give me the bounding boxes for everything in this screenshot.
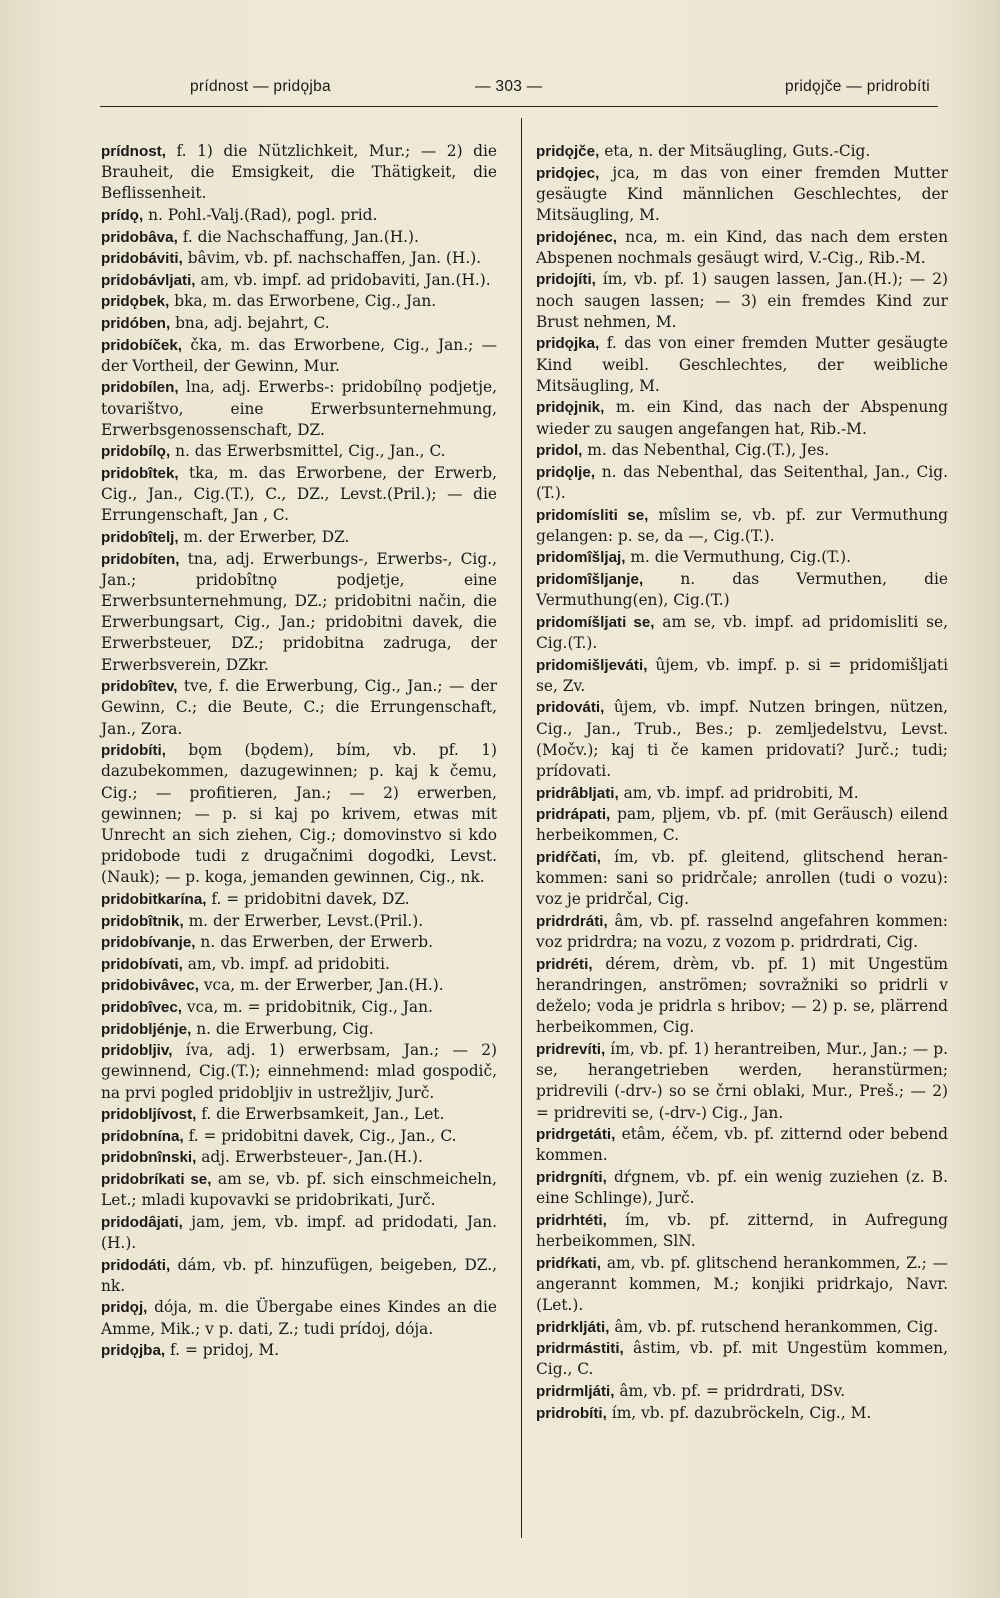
dictionary-entry xyxy=(101,141,497,205)
entry-definition: bka, m. das Erworbene, Cig., Jan. xyxy=(169,292,437,311)
entry-headword: pridobnína, xyxy=(101,1127,184,1145)
dictionary-entry xyxy=(101,1297,497,1339)
entry-definition: tve, f. die Erwerbung, Cig., Jan.; — der Gewinn, C.; die Beute, C.; die Errungenschaft, Jan., Zora. xyxy=(101,677,497,738)
dictionary-entry xyxy=(101,463,497,527)
entry-headword: pridobílen, xyxy=(101,379,179,397)
entry-headword: pridrmástiti, xyxy=(536,1340,624,1358)
entry-headword: pridobîtnik, xyxy=(101,912,184,930)
entry-headword: pridobitkarína, xyxy=(101,890,207,908)
page-number: — 303 — xyxy=(475,78,543,95)
entry-headword: pridŕkati, xyxy=(536,1254,601,1272)
dictionary-entry xyxy=(536,227,948,269)
entry-headword: pridováti, xyxy=(536,699,605,717)
entry-headword: pridǫjnik, xyxy=(536,399,605,417)
entry-headword: pridǫjec, xyxy=(536,164,600,182)
header-left-guide-words: prídnost — pridǫjba xyxy=(190,78,331,95)
entry-definition: ûjem, vb. impf. Nutzen bringen, nützen, Cig., Jan., Trub., Bes.; p. zemljedelstvu, Levst.(Močv.); kaj ti če kamen pridovati? Jurč.; tudi; prídovati. xyxy=(536,698,948,780)
entry-definition: ím, vb. pf. 1) herantreiben, Mur., Jan.; — p. se, herangetrieben werden, heranstürmen; pridrevili (-drv-) so se črni oblaki, Mur., Preš.; — 2) = pridreviti se, (-drv-) Cig., Jan. xyxy=(536,1039,948,1122)
entry-headword: pridobivâvec, xyxy=(101,977,199,995)
entry-headword: pridojénec, xyxy=(536,228,618,246)
entry-headword: pridobíti, xyxy=(101,742,166,760)
dictionary-entry xyxy=(536,397,948,439)
dictionary-entry xyxy=(101,932,497,953)
entry-headword: pridobîtek, xyxy=(101,464,179,482)
entry-definition: dám, vb. pf. hinzufügen, beigeben, DZ., nk. xyxy=(101,1255,497,1295)
dictionary-entry xyxy=(536,847,948,911)
dictionary-entry xyxy=(536,333,948,397)
entry-definition: n. das Erwerben, der Erwerb. xyxy=(195,933,433,952)
dictionary-entry xyxy=(101,1255,497,1297)
entry-definition: am, vb. impf. ad pridobaviti, Jan.(H.). xyxy=(195,270,491,289)
entry-headword: pridobívati, xyxy=(101,955,183,973)
entry-headword: pridobljénje, xyxy=(101,1020,192,1038)
entry-definition: bâvim, vb. pf. nachschaffen, Jan. (H.). xyxy=(182,249,482,268)
entry-headword: pridǫlje, xyxy=(536,463,596,481)
entry-definition: čka, m. das Erworbene, Cig., Jan.; — der Vortheil, der Gewinn, Mur. xyxy=(101,335,497,375)
entry-definition: pam, pljem, vb. pf. (mit Geräusch) eilend herbeikommen, C. xyxy=(536,805,948,845)
entry-definition: ím, vb. pf. gleitend, glitschend heran-kommen: sani so pridrčale; anrollen (tudi o vozu): voz je pridrčal, Cig. xyxy=(536,847,948,909)
entry-headword: pridrmljáti, xyxy=(536,1382,615,1400)
entry-definition: n. Pohl.-Valj.(Rad), pogl. prid. xyxy=(143,206,378,224)
entry-headword: pridrobíti, xyxy=(536,1404,607,1422)
entry-definition: jca, m das von einer fremden Mutter gesäugte Kind männlichen Geschlechtes, der Mitsäugling, M. xyxy=(536,163,948,224)
entry-definition: n. die Erwerbung, Cig. xyxy=(191,1019,374,1038)
entry-headword: pridǫj, xyxy=(101,1299,148,1317)
dictionary-entry xyxy=(101,313,497,334)
dictionary-entry xyxy=(101,1126,497,1147)
dictionary-entry xyxy=(536,440,948,461)
entry-headword: pridomišljeváti, xyxy=(536,656,648,674)
dictionary-entry xyxy=(536,612,948,654)
dictionary-entry xyxy=(536,655,948,697)
entry-headword: pridŕčati, xyxy=(536,848,601,866)
running-header xyxy=(90,78,930,108)
dictionary-entry xyxy=(536,1317,948,1338)
entry-definition: adj. Erwerbsteuer-, Jan.(H.). xyxy=(196,1148,423,1167)
dictionary-entry xyxy=(101,248,497,269)
entry-headword: pridobávljati, xyxy=(101,271,196,289)
entry-definition: m. das Nebenthal, Cig.(T.), Jes. xyxy=(582,441,830,460)
dictionary-entry xyxy=(101,1169,497,1211)
dictionary-entry xyxy=(101,1212,497,1254)
entry-headword: pridomîšljaj, xyxy=(536,549,626,567)
entry-definition: tka, m. das Erworbene, der Erwerb, Cig., Jan., Cig.(T.), C., DZ., Levst.(Pril.); — die Errungenschaft, Jan , C. xyxy=(101,463,497,525)
dictionary-entry xyxy=(101,291,497,312)
entry-definition: dója, m. die Übergabe eines Kindes an die Amme, Mik.; v p. dati, Z.; tudi prídoj, dója. xyxy=(101,1298,497,1338)
dictionary-entry xyxy=(101,227,497,248)
entry-headword: pridóben, xyxy=(101,314,171,332)
dictionary-entry xyxy=(101,954,497,975)
entry-headword: pridréti, xyxy=(536,955,593,973)
dictionary-entry xyxy=(536,1167,948,1209)
dictionary-entry xyxy=(536,1124,948,1166)
dictionary-entry xyxy=(536,954,948,1039)
dictionary-entry xyxy=(101,441,497,462)
entry-headword: pridrkljáti, xyxy=(536,1318,610,1336)
dictionary-entry xyxy=(536,462,948,504)
entry-definition: íva, adj. 1) erwerbsam, Jan.; — 2) gewinnend, Cig.(T.); einnehmend: mlad gospodič, na prvi pogled pridobljiv in ustrežljiv, Jurč. xyxy=(101,1041,497,1102)
entry-headword: pridobljívost, xyxy=(101,1106,197,1124)
dictionary-entry xyxy=(101,1104,497,1125)
entry-definition: âm, vb. pf. rasselnd angefahren kommen: voz pridrdra; na vozu, z vozom p. pridrdrati, Cig. xyxy=(536,911,948,952)
entry-definition: âm, vb. pf. = pridrdrati, DSv. xyxy=(614,1381,846,1400)
entry-headword: pridobílǫ, xyxy=(101,443,171,461)
entry-headword: pridrdráti, xyxy=(536,912,608,930)
dictionary-entry xyxy=(101,975,497,996)
entry-definition: dérem, drèm, vb. pf. 1) mit Ungestüm herandringen, anströmen; sovražniki so pridrli v deželo; voda je pridrla s hribov; — 2) p. se, plärrend herbeikommen, Cig. xyxy=(536,954,948,1037)
entry-definition: bna, adj. bejahrt, C. xyxy=(170,313,330,332)
entry-headword: pridomíšljati se, xyxy=(536,613,655,631)
dictionary-entry xyxy=(101,270,497,291)
entry-headword: pridrgníti, xyxy=(536,1168,607,1186)
entry-definition: f. 1) die Nützlichkeit, Mur.; — 2) die Brauheit, die Emsigkeit, die Thätigkeit, die Beflissenheit. xyxy=(101,142,497,203)
entry-definition: dŕgnem, vb. pf. ein wenig zuziehen (z. B. eine Schlinge), Jurč. xyxy=(536,1167,948,1208)
entry-headword: prídnost, xyxy=(101,143,166,160)
dictionary-entry xyxy=(101,997,497,1018)
entry-definition: m. der Erwerber, Levst.(Pril.). xyxy=(183,911,424,930)
entry-definition: f. die Erwerbsamkeit, Jan., Let. xyxy=(196,1105,445,1124)
entry-definition: am, vb. pf. glitschend herankommen, Z.; — angerannt kommen, M.; konjiki pridrkajo, Navr.(Let.). xyxy=(536,1253,948,1314)
dictionary-entry xyxy=(536,569,948,611)
entry-headword: pridǫjba, xyxy=(101,1342,166,1360)
entry-headword: pridobíten, xyxy=(101,550,180,568)
dictionary-entry xyxy=(536,1039,948,1124)
dictionary-entry xyxy=(101,549,497,676)
entry-definition: lna, adj. Erwerbs-: pridobílnǫ podjetje, tovarištvo, eine Erwerbsunternehmung, Erwerbsgenossenschaft, DZ. xyxy=(101,378,497,439)
dictionary-entry xyxy=(536,269,948,333)
entry-headword: pridomîšljanje, xyxy=(536,570,644,588)
entry-definition: etâm, éčem, vb. pf. zitternd oder bebend kommen. xyxy=(536,1125,948,1165)
entry-headword: pridojíti, xyxy=(536,271,596,289)
dictionary-entry xyxy=(101,1040,497,1104)
dictionary-entry xyxy=(536,697,948,782)
entry-headword: pridobríkati se, xyxy=(101,1170,212,1188)
entry-definition: ím, vb. pf. zitternd, in Aufregung herbeikommen, SlN. xyxy=(536,1210,948,1250)
dictionary-entry xyxy=(536,911,948,953)
entry-headword: prídǫ, xyxy=(101,207,144,224)
entry-definition: f. = pridoj, M. xyxy=(165,1341,280,1360)
entry-definition: n. das Erwerbsmittel, Cig., Jan., C. xyxy=(170,442,446,461)
entry-definition: am se, vb. pf. sich einschmeicheln, Let.; mladi kupovavki se pridobrikati, Jurč. xyxy=(101,1169,497,1210)
entry-definition: jam, jem, vb. impf. ad pridodati, Jan.(H.). xyxy=(101,1212,497,1252)
dictionary-entry xyxy=(101,911,497,932)
dictionary-entry xyxy=(536,547,948,568)
entry-definition: f. = pridobitni davek, Cig., Jan., C. xyxy=(183,1126,457,1145)
entry-definition: ím, vb. pf. dazubröckeln, Cig., M. xyxy=(606,1403,872,1422)
entry-definition: âm, vb. pf. rutschend herankommen, Cig. xyxy=(609,1317,939,1336)
entry-definition: vca, m. = pridobitnik, Cig., Jan. xyxy=(182,997,433,1016)
entry-definition: tna, adj. Erwerbungs-, Erwerbs-, Cig., Jan.; pridobîtnǫ podjetje, eine Erwerbsunternehmung, DZ.; pridobitni način, die Erwerbungsart, Cig., Jan.; pridobitni davek, die Erwerbsteuer, DZ.; pridobitna zadruga, der Erwerbsverein, DZkr. xyxy=(101,549,497,674)
entry-headword: pridobîtev, xyxy=(101,678,178,696)
entry-headword: pridobâva, xyxy=(101,228,178,246)
dictionary-entry xyxy=(101,676,497,740)
entry-definition: bǫm (bǫdem), bím, vb. pf. 1) dazubekommen, dazugewinnen; p. kaj k čemu, Cig.; — profitieren, Jan.; — 2) erwerben, gewinnen; — p. si kaj po krivem, etwas mit Unrecht an sich ziehen, Cig.; domovinstvo si kdo pridobode tudi z drugačnimi dogodki, Levst.(Nauk); — p. koga, jemanden gewinnen, Cig., nk. xyxy=(101,741,497,887)
dictionary-entry xyxy=(536,1210,948,1252)
entry-definition: f. die Nachschaffung, Jan.(H.). xyxy=(177,227,419,246)
entry-headword: pridobljiv, xyxy=(101,1042,173,1060)
entry-headword: pridǫbek, xyxy=(101,293,170,311)
dictionary-entry xyxy=(101,740,497,888)
entry-definition: eta, n. der Mitsäugling, Guts.-Cig. xyxy=(599,142,871,160)
entry-definition: m. ein Kind, das nach der Abspenung wieder zu saugen angefangen hat, Rib.-M. xyxy=(536,398,948,438)
dictionary-entry xyxy=(536,141,948,162)
entry-headword: pridodâjati, xyxy=(101,1213,183,1231)
entry-headword: pridǫjka, xyxy=(536,335,600,353)
entry-headword: pridrhtéti, xyxy=(536,1211,607,1229)
header-right-guide-words: pridǫjče — pridrobíti xyxy=(785,78,930,95)
entry-definition: âstim, vb. pf. mit Ungestüm kommen, Cig., C. xyxy=(536,1339,948,1379)
entry-definition: m. die Vermuthung, Cig.(T.). xyxy=(625,548,851,567)
header-rule xyxy=(100,106,938,107)
entry-headword: pridrápati, xyxy=(536,806,611,824)
dictionary-entry xyxy=(101,205,497,226)
entry-headword: pridrgetáti, xyxy=(536,1126,616,1144)
dictionary-entry xyxy=(101,1019,497,1040)
entry-headword: pridomísliti se, xyxy=(536,506,649,524)
entry-definition: n. das Vermuthen, die Vermuthung(en), Cig.(T.) xyxy=(536,569,948,610)
entry-headword: pridǫjče, xyxy=(536,143,600,160)
entry-definition: m. der Erwerber, DZ. xyxy=(178,527,350,546)
entry-definition: nca, m. ein Kind, das nach dem ersten Abspenen nochmals gesäugt wird, V.-Cig., Rib.-M. xyxy=(536,227,948,267)
entry-headword: pridobáviti, xyxy=(101,250,183,268)
entry-headword: pridobîvec, xyxy=(101,998,183,1016)
entry-headword: pridodáti, xyxy=(101,1256,171,1274)
entry-definition: f. das von einer fremden Mutter gesäugte Kind weibl. Geschlechtes, der weibliche Mitsäugling, M. xyxy=(536,334,948,395)
dictionary-entry xyxy=(101,1340,497,1361)
entry-definition: ûjem, vb. impf. p. si = pridomišljati se, Zv. xyxy=(536,655,948,695)
dictionary-entry xyxy=(536,804,948,846)
entry-headword: pridrevíti, xyxy=(536,1040,606,1058)
entry-headword: pridrâbljati, xyxy=(536,784,619,802)
entry-definition: mîslim se, vb. pf. zur Vermuthung gelangen: p. se, da —, Cig.(T.). xyxy=(536,505,948,545)
dictionary-entry xyxy=(536,1381,948,1402)
dictionary-entry xyxy=(101,527,497,548)
entry-definition: f. = pridobitni davek, DZ. xyxy=(206,889,410,908)
entry-definition: vca, m. der Erwerber, Jan.(H.). xyxy=(198,976,444,995)
dictionary-entry xyxy=(536,163,948,227)
dictionary-entry xyxy=(101,889,497,910)
entry-headword: pridol, xyxy=(536,442,583,460)
dictionary-entry xyxy=(536,1253,948,1317)
dictionary-entry xyxy=(536,1403,948,1424)
dictionary-entry xyxy=(536,1338,948,1380)
entry-definition: n. das Nebenthal, das Seitenthal, Jan., Cig.(T.). xyxy=(536,462,948,502)
dictionary-entry xyxy=(536,505,948,547)
dictionary-entry xyxy=(101,377,497,441)
dictionary-entry xyxy=(101,335,497,377)
entry-headword: pridobíček, xyxy=(101,336,183,354)
entry-definition: am se, vb. impf. ad pridomisliti se, Cig.(T.). xyxy=(536,612,948,652)
left-column xyxy=(101,141,497,1362)
right-column xyxy=(536,141,948,1424)
dictionary-entry xyxy=(101,1147,497,1168)
entry-headword: pridobívanje, xyxy=(101,934,196,952)
column-divider xyxy=(521,118,522,1538)
entry-headword: pridobîtelj, xyxy=(101,528,179,546)
entry-headword: pridobnînski, xyxy=(101,1149,197,1167)
entry-definition: am, vb. impf. ad pridobiti. xyxy=(182,954,390,973)
entry-definition: am, vb. impf. ad pridrobiti, M. xyxy=(618,783,859,802)
dictionary-entry xyxy=(536,783,948,804)
entry-definition: ím, vb. pf. 1) saugen lassen, Jan.(H.); — 2) noch saugen lassen; — 3) ein fremdes Kind zur Brust nehmen, M. xyxy=(536,270,948,331)
